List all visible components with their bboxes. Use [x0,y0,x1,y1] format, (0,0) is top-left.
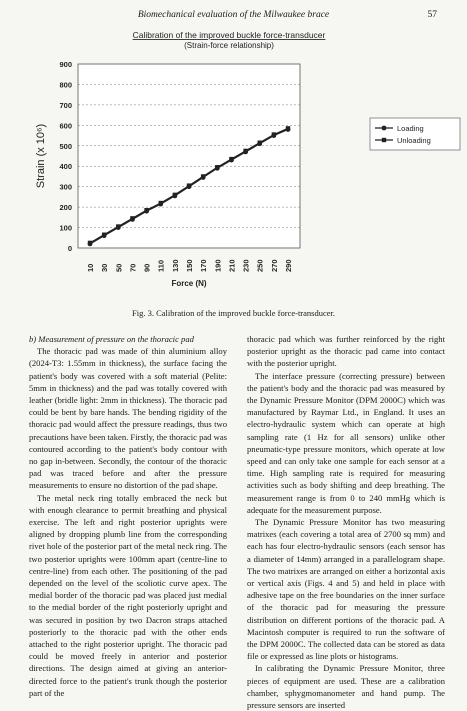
x-tick-label: 10 [86,263,95,272]
data-point-unloading [116,224,120,228]
legend-marker [382,138,386,142]
data-point-unloading [229,157,233,161]
paragraph: The metal neck ring totally embraced the neck but with enough clearance to permit breathing and physical exercise. The left and right posterior uprights were aligned by dropping plumb line from the corresponding rivet hole of the posterior part of the metal neck ring. The two posterior uprights were 100mm apart (centre-line to centre-line) from each other. The positioning of the pad depended on the level of the scoliotic curve apex. The medial border of the thoracic pad was placed just medial to the medial border of the right posteriorly upright and was secured in position by two Dacron straps attached posteriorly to the thoracic pad with the other ends attached to the right posterior upright. The thoracic pad could be moved freely in anterior and posterior directions. The design aimed at giving an anterior-directed force to the patient's trunk though the posterior part of the [29,492,227,698]
x-tick-label: 170 [199,259,209,272]
legend-label: Loading [397,124,424,133]
y-axis-label: Strain (x 10⁶) [35,123,47,189]
paragraph: The interface pressure (correcting pressure) between the patient's body and the thoracic pad was measured by the Dynamic Pressure Monitor (DPM 2000C) which was manufactured by Raymar Ltd., in England. It uses an electro-hydraulic system which can operate at high sampling rate (1 Hz for all sensors) unlike other pneumatic-type pressure monitors, which operate at low speed and can only take one sample for each sensor at a time. High sampling rate is required for measuring activities such as body shifting and deep breathing. The measurement range is from 0 to 240 mmHg which is adequate for the measurement purpose. [247,370,445,515]
y-tick-label: 300 [59,182,72,192]
data-point-unloading [258,141,262,145]
x-tick-label: 210 [227,259,237,272]
paragraph: The Dynamic Pressure Monitor has two measuring matrixes (each covering a total area of 2700 sq mm) and each has four electro-hydraulic sensors (each sensor has a diameter of 14mm) arranged in a parallelogram shape. The two matrixes are arranged on either a horizontal axis or vertical axis (Figs. 4 and 5) and held in place with adhesive tape on the free boundaries on the inner surface of the thoracic pad for measuring the pressure distribution on different portions of the thoracic pad. A Macintosh computer is required to run the software of the DPM 2000C. The collected data can be stored as data file or expressed as line plots or histograms. [247,517,445,662]
y-tick-label: 500 [59,141,72,151]
x-tick-label: 270 [269,259,279,272]
y-tick-label: 0 [67,244,72,253]
section-heading: b) Measurement of pressure on the thoracic pad [29,334,194,344]
x-tick-label: 190 [213,259,223,272]
x-tick-label: 150 [185,259,194,272]
x-tick-label: 290 [284,259,293,272]
data-point-unloading [130,216,134,220]
legend-box [370,118,460,150]
x-tick-label: 50 [114,263,124,272]
data-point-unloading [201,174,205,178]
x-tick-label: 250 [255,259,265,272]
x-tick-label: 230 [241,259,251,272]
legend-marker [382,126,387,131]
right-column [247,333,445,711]
data-point-unloading [286,126,290,130]
x-axis-label: Force (N) [171,279,207,288]
calibration-chart [0,26,467,308]
x-tick-label: 130 [170,259,180,272]
data-point-unloading [144,208,148,212]
data-point-unloading [88,241,92,245]
y-tick-label: 100 [59,223,72,233]
y-tick-label: 700 [59,100,72,110]
data-point-unloading [173,193,177,197]
y-tick-label: 200 [59,203,72,213]
plot-area [78,64,300,248]
figure-caption: Fig. 3. Calibration of the improved buckle force-transducer. [132,308,335,318]
y-tick-label: 900 [59,60,72,69]
paragraph: In calibrating the Dynamic Pressure Monitor, three pieces of equipment are used. These are a calibration chamber, sphygmomanometer and hand pump. The pressure sensors are inserted [247,663,445,711]
x-tick-label: 30 [100,263,110,272]
paragraph: The thoracic pad was made of thin aluminium alloy (2024-T3: 1.55mm in thickness), the surface facing the patient's body was covered with a soft material (Pelite: 5mm in thickness) and the pad was totally covered with leather (bridle light: 2mm in thickness). The thoracic pad could be bent by bare hands. The bending rigidity of the thoracic pad would affect the pressure readings, thus two precautions have been taken. Firstly, the thoracic pad was contoured according to the patient's body contour with no gap in-between. Secondly, the contour of the thoracic pad was traced before and after the pressure measurements to ensure no distortion of the pad shape. [29,346,227,491]
x-tick-label: 90 [142,263,152,272]
paragraph: thoracic pad which was further reinforced by the right posterior upright as the thoracic pad came into contact with the posterior upright. [247,334,445,369]
data-point-unloading [187,183,191,187]
x-tick-label: 70 [128,263,138,272]
x-tick-label: 110 [156,259,166,272]
page-number: 57 [427,10,437,20]
legend-label: Unloading [397,136,431,145]
data-point-unloading [159,201,163,205]
data-point-unloading [272,132,276,136]
left-column [29,333,227,699]
data-point-unloading [215,165,219,169]
running-title: Biomechanical evaluation of the Milwaukee brace [137,10,330,20]
data-point-unloading [102,233,106,237]
y-tick-label: 600 [59,121,72,131]
running-head [0,10,467,24]
y-tick-label: 400 [59,162,72,172]
y-tick-label: 800 [59,80,72,90]
chart-title: Calibration of the improved buckle force-transducer [132,30,326,40]
chart-subtitle: (Strain-force relationship) [184,41,274,50]
data-point-unloading [243,149,247,153]
